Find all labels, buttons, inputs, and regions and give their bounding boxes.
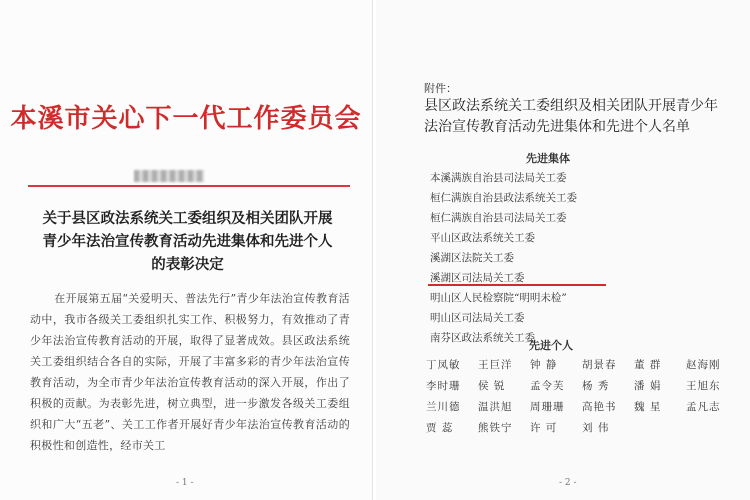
person-name: 钟 静: [530, 359, 558, 371]
decision-body-text: 在开展第五届“关爱明天、普法先行”青少年法治宣传教育活动中，我市各级关工委组织扎实工作、积极努力，有效推动了青少年法治宣传教育活动的开展，取得了显著成效。县区政法系统关工委组织结合各自的实际，开展了丰富多彩的青少年法治宣传教育活动，为全市青少年法治宣传教育活动的深入开展，作出了积极的贡献。为表彰先进，树立典型，进一步激发各级关工委组织和广大“五老”、关工工作者开展好青少年法治宣传教育活动的积极性和创造性，经市关工: [30, 292, 350, 452]
individual-names-grid: [426, 358, 750, 436]
issuer-red-header: 本溪市关心下一代工作委员会: [10, 104, 362, 134]
collective-item: 平山区政法系统关工委: [430, 232, 535, 244]
person-name: 兰川德: [426, 401, 461, 413]
title-line: 的表彰决定: [151, 256, 224, 273]
person-name: 王旭东: [686, 380, 721, 392]
person-name: 赵海刚: [686, 359, 721, 371]
redacted-document-number: [134, 170, 204, 182]
collective-item: 溪湖区司法局关工委: [430, 272, 525, 284]
person-name: 熊铁宁: [478, 422, 513, 434]
person-name: 潘 娟: [634, 380, 662, 392]
red-divider-line: [28, 185, 350, 187]
collective-heading: 先进集体: [526, 152, 570, 165]
person-name: 孟凡志: [686, 401, 721, 413]
person-name: 贾 蕊: [426, 422, 454, 434]
collective-item: 本溪满族自治县司法局关工委: [430, 172, 567, 184]
document-page-1: [0, 0, 373, 500]
collective-item: 桓仁满族自治县司法局关工委: [430, 212, 567, 224]
person-name: 温洪旭: [478, 401, 513, 413]
individual-heading: 先进个人: [529, 339, 573, 352]
document-page-2: [376, 0, 750, 500]
collective-item: 南芬区政法系统关工委: [430, 332, 535, 344]
title-line: 关于县区政法系统关工委组织及相关团队开展: [42, 210, 333, 227]
collective-item: 桓仁满族自治县政法系统关工委: [430, 192, 577, 204]
person-name: 杨 秀: [582, 380, 610, 392]
person-name: 胡景春: [582, 359, 617, 371]
page-number: - 2 -: [559, 478, 577, 488]
person-name: 王巨洋: [478, 359, 513, 371]
attachment-label: 附件：: [424, 82, 457, 95]
person-name: 董 群: [634, 359, 662, 371]
collective-item-highlighted: 明山区人民检察院“明明未检”: [430, 292, 567, 304]
red-highlight-underline: [428, 284, 606, 286]
person-name: 李时珊: [426, 380, 461, 392]
page-number: - 1 -: [176, 478, 194, 488]
collective-item: 溪湖区法院关工委: [430, 252, 514, 264]
person-name: 高艳书: [582, 401, 617, 413]
person-name: 丁凤敏: [426, 359, 461, 371]
person-name: 周珊珊: [530, 401, 565, 413]
person-name: 孟令芙: [530, 380, 565, 392]
title-line: 青少年法治宣传教育活动先进集体和先进个人: [42, 233, 333, 250]
person-name: 许 可: [530, 422, 558, 434]
person-name: 侯 锐: [478, 380, 506, 392]
person-name: 魏 星: [634, 401, 662, 413]
decision-title: [35, 207, 340, 276]
person-name: 刘 伟: [582, 422, 610, 434]
collective-list: [430, 168, 577, 348]
list-title: 县区政法系统关工委组织及相关团队开展青少年法治宣传教育活动先进集体和先进个人名单: [424, 98, 718, 135]
collective-item: 明山区司法局关工委: [430, 312, 525, 324]
